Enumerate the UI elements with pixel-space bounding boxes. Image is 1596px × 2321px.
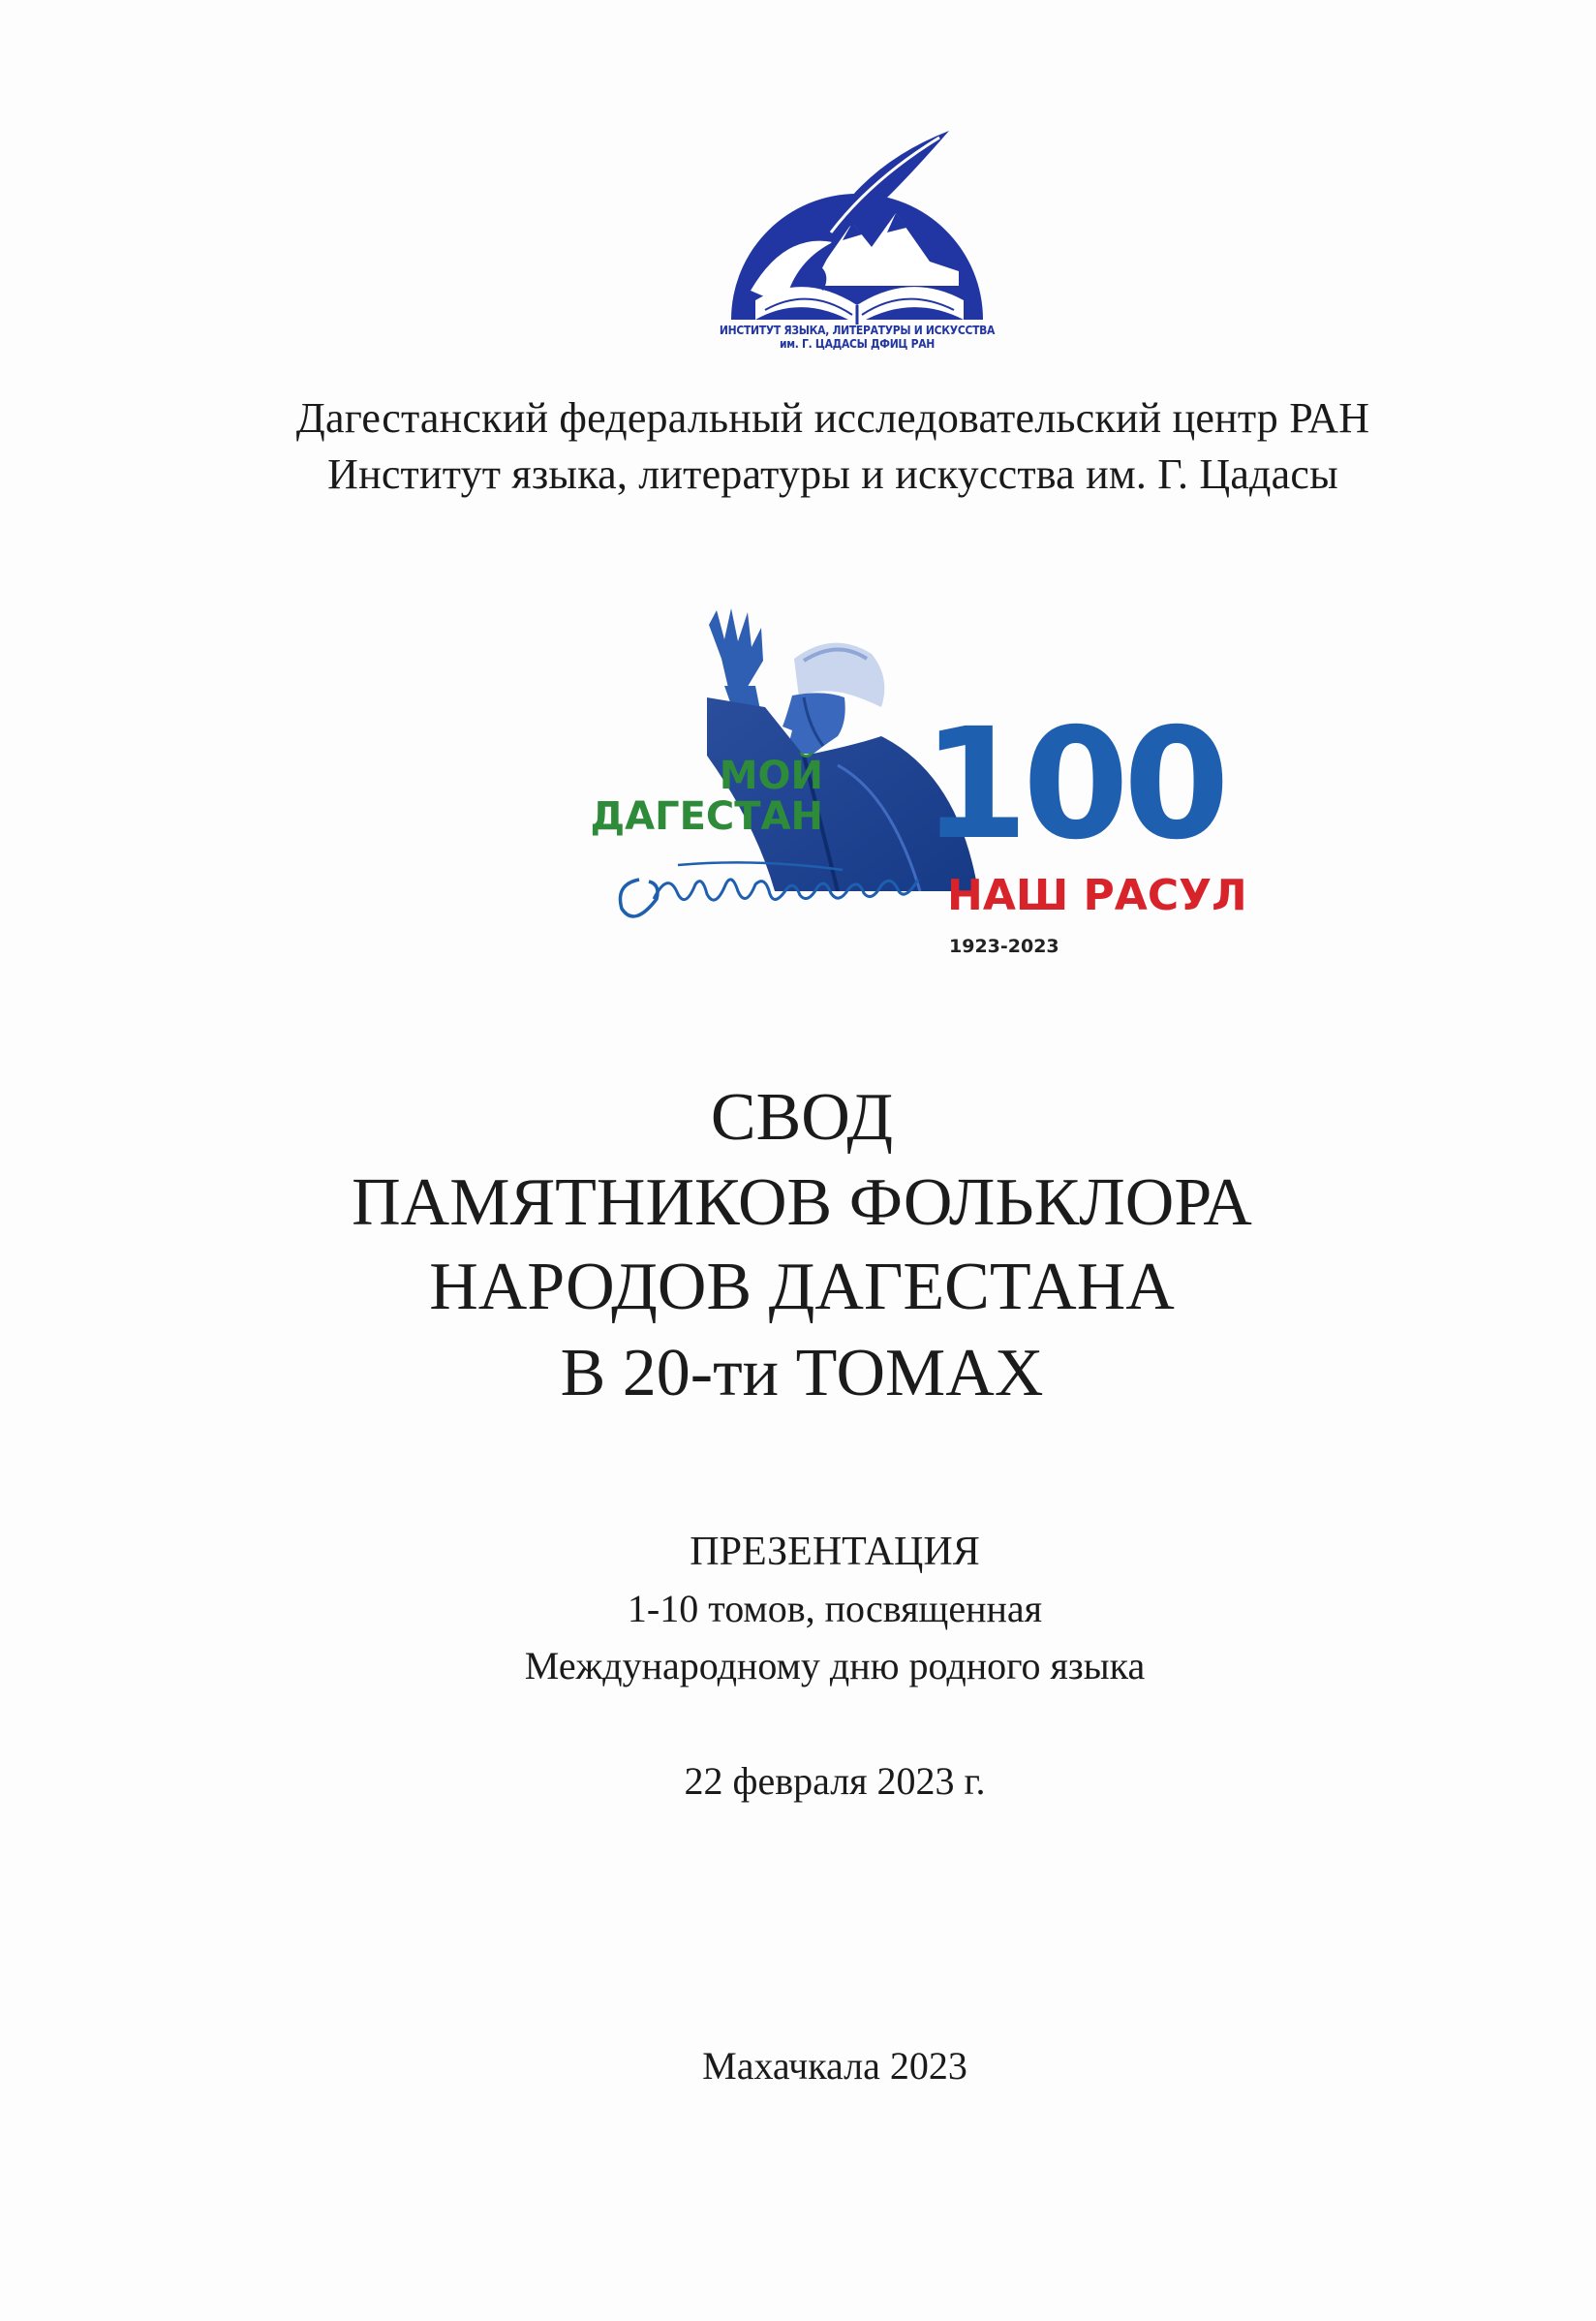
anniversary-dagestan: ДАГЕСТАН: [590, 794, 823, 839]
presentation-date: 22 февраля 2023 г.: [684, 1759, 986, 1803]
title-line-2: ПАМЯТНИКОВ ФОЛЬКЛОРА: [352, 1165, 1252, 1240]
title-line-3: НАРОДОВ ДАГЕСТАНА: [429, 1250, 1175, 1324]
signature-icon: [610, 841, 930, 928]
anniversary-moi: МОЙ: [719, 754, 823, 798]
presentation-line-2: 1-10 томов, посвященная: [627, 1587, 1043, 1630]
city-year: Махачкала 2023: [702, 2044, 967, 2088]
title-line-4: В 20-ти ТОМАХ: [560, 1336, 1044, 1410]
presentation-line-3: Международному дню родного языка: [524, 1644, 1146, 1687]
anniversary-logo: [426, 601, 1259, 969]
organization-line-2: Институт языка, литературы и искусства им. Г. Цадасы: [327, 450, 1338, 498]
anniversary-moi-dagestan: [569, 756, 823, 837]
institute-logo-caption-2: им. Г. ЦАДАСЫ ДФИЦ РАН: [779, 337, 936, 351]
anniversary-years: 1923-2023: [949, 936, 1059, 957]
presentation-heading: ПРЕЗЕНТАЦИЯ: [690, 1530, 980, 1574]
anniversary-number: 100: [922, 696, 1224, 874]
title-line-1: СВОД: [710, 1080, 894, 1155]
institute-logo: [717, 126, 998, 358]
organization-line-1: Дагестанский федеральный исследовательский центр РАН: [295, 394, 1370, 442]
anniversary-nash-rasul: НАШ РАСУЛ: [947, 871, 1247, 920]
institute-logo-caption-1: ИНСТИТУТ ЯЗЫКА, ЛИТЕРАТУРЫ И ИСКУССТВА: [719, 324, 996, 337]
